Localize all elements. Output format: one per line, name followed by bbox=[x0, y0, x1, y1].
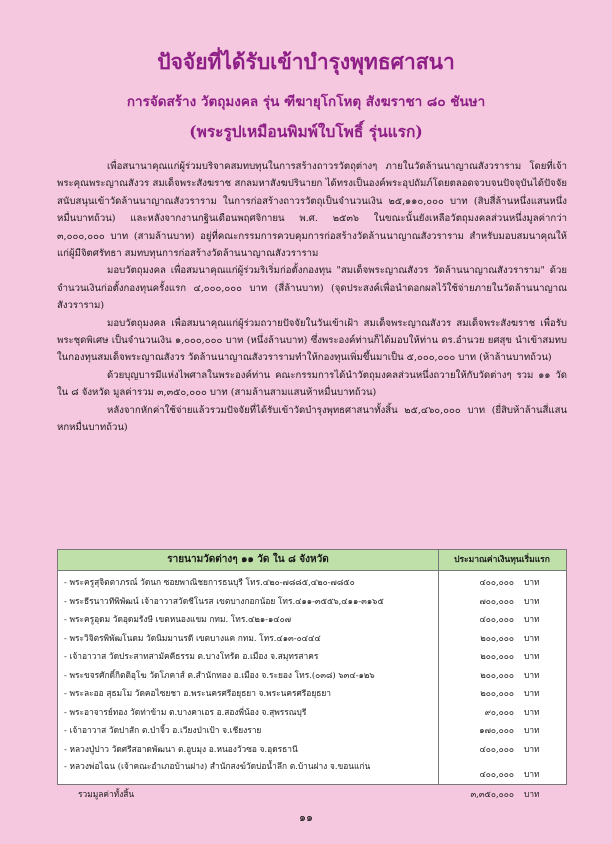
temples-table bbox=[57, 549, 567, 799]
temple-name: - พระครูอุดม วัดอุดมรังษี เขตหนองแขม กทม. โทร.๔๒๑-๑๔๐๗ bbox=[64, 614, 292, 624]
amount: ๒๐๐,๐๐๐ bbox=[480, 651, 514, 661]
paragraph-5: หลังจากหักค่าใช้จ่ายแล้วรวมปัจจัยที่ได้รับเข้าวัดบำรุงพุทธศาสนาทั้งสิ้น ๒๕,๔๖๐,๐๐๐ บาท (ยี่สิบห้าล้านสี่แสนหกหมื่นบาทถ้วน) bbox=[57, 404, 567, 434]
page-title: ปัจจัยที่ได้รับเข้าบำรุงพุทธศาสนา bbox=[157, 49, 455, 74]
paragraph-3: มอบวัตถุมงคล เพื่อสมนาคุณแก่ผู้ร่วมถวายปัจจัยในวันเข้าเฝ้า สมเด็จพระญาณสังวร สมเด็จพระสังฆราช เพื่อรับพระชุดพิเศษ เป็นจำนวนเงิน ๑,๐๐๐,๐๐๐ บาท (หนึ่งล้านบาท) ซึ่งพระองค์ท่านก็ได้มอบให้ท่าน ดร.อำนวย ยศสุข นำเข้าสมทบในกองทุนสมเด็จพระญาณสังวร วัดล้านนาญาณสังวรารามทำให้กองทุนเพิ่มขึ้นมาเป็น ๕,๐๐๐,๐๐๐ บาท (ห้าล้านบาทถ้วน) bbox=[57, 317, 567, 364]
table-row bbox=[58, 684, 566, 703]
unit: บาท bbox=[524, 632, 540, 643]
page-subtitle-2: (พระรูปเหมือนพิมพ์ใบโพธิ์ รุ่นแรก) bbox=[189, 122, 423, 141]
table-row bbox=[58, 647, 566, 666]
temple-name: - พระธีรนาวทีพิพัฒน์ เจ้าอาวาสวัดชีโนรส เขตบางกอกน้อย โทร.๔๑๑-๓๕๕๖,๔๑๑-๓๑๖๕ bbox=[64, 595, 384, 606]
unit: บาท bbox=[524, 651, 540, 661]
table-row bbox=[58, 592, 566, 611]
amount: ๙๐,๐๐๐ bbox=[484, 706, 514, 717]
header-temple-list: รายนามวัดต่างๆ ๑๑ วัด ใน ๘ จังหวัด bbox=[58, 550, 439, 570]
total-label: รวมมูลค่าทั้งสิ้น bbox=[78, 789, 135, 799]
table-total-row bbox=[58, 785, 566, 804]
unit: บาท bbox=[524, 669, 540, 680]
unit: บาท bbox=[524, 688, 540, 698]
unit: บาท bbox=[524, 706, 540, 717]
temple-name: - พระละออ สุธมโม วัดคอไซยชา อ.พระนครศรีอยุธยา จ.พระนครศรีอยุธยา bbox=[64, 688, 331, 698]
total-amount: ๓,๓๕๐,๐๐๐ bbox=[470, 789, 514, 799]
temple-name: - พระครูสุจิตตาภรณ์ วัดนก ซอยพาณิชยการธนบุรี โทร.๔๒๐-๗๘๘๕,๔๒๐-๗๘๕๐ bbox=[64, 577, 355, 587]
body-text bbox=[57, 158, 567, 437]
unit: บาท bbox=[524, 769, 540, 779]
table-row bbox=[58, 610, 566, 629]
table-row bbox=[58, 721, 566, 740]
temple-name: - พระอาจารย์ทอง วัดท่าข้าม ต.บางคาเอร อ.สองพี่น้อง จ.สุพรรณบุรี bbox=[64, 706, 307, 717]
header-amount: ประมาณค่าเงินทุนเริ่มแรก bbox=[454, 555, 550, 565]
amount: ๑๗๐,๐๐๐ bbox=[479, 725, 514, 735]
temple-name: - เจ้าอาวาส วัดปาสัก ต.ป่าจิ้ว อ.เวียงป่าเป้า จ.เชียงราย bbox=[64, 725, 262, 735]
paragraph-1: เพื่อสนานาคุณแก่ผู้ร่วมบริจาคสมทบทุนในการสร้างถาวรวัตถุต่างๆ ภายในวัดล้านนาญาณสังวราราม โดยที่เจ้าพระคุณพระญาณสังวร สมเด็จพระสังฆราช สกลมหาสังฆปรินายก ได้ทรงเป็นองค์พระอุปถัมภ์โดยตลอดจวบจนปัจจุบันได้ปัจจัยสนับสนุนเข้าวัดล้านนาญาณสังวราราม ในการก่อสร้างถาวรวัตถุเป็นจำนวนเงิน ๒๕,๑๑๐,๐๐๐ บาท (สิบสี่ล้านหนึ่งแสนหนึ่งหมื่นบาทถ้วน) และหลังจากงานกฐินเดือนพฤศจิกายน พ.ศ. ๒๕๓๖ ในขณะนั้นยังเหลือวัตถุมงคลส่วนหนึ่งมูลค่ากว่า ๓,๐๐๐,๐๐๐ บาท (สามล้านบาท) อยู่ที่คณะกรรมการควบคุมการก่อสร้างวัดล้านนาญาณสังวราราม สำหรับมอบสมนาคุณให้แก่ผู้มีจิตศรัทธา สมทบทุนการก่อสร้างวัดล้านนาญาณสังวราราม bbox=[57, 161, 567, 260]
amount: ๒๐๐,๐๐๐ bbox=[480, 632, 514, 643]
unit: บาท bbox=[524, 789, 540, 799]
unit: บาท bbox=[524, 725, 540, 735]
table-row bbox=[58, 573, 566, 592]
table-row bbox=[58, 758, 566, 785]
amount: ๔๐๐,๐๐๐ bbox=[479, 743, 514, 754]
temple-name: - พระวิจิตรพิพัฒโนดม วัดนิมมานรดี เขตบางแค กทม. โทร.๔๑๓-๐๔๔๔ bbox=[64, 632, 321, 643]
amount: ๔๐๐,๐๐๐ bbox=[479, 614, 514, 624]
paragraph-4: ด้วยบุญบารมีแห่งไพศาลในพระองค์ท่าน คณะกรรมการได้นำวัตถุมงคลส่วนหนึ่งถวายให้กับวัดต่างๆ รวม ๑๑ วัด ใน ๘ จังหวัด มูลค่ารวม ๓,๓๕๐,๐๐๐ บาท (สามล้านสามแสนห้าหมื่นบาทถ้วน) bbox=[57, 369, 567, 399]
temple-name: - พระขจรศักดิ์กิตติอุโฆ วัดโภคาส์ ต.สำนักทอง อ.เมือง จ.ระยอง โทร.(๐๓๘) ๖๓๔-๑๒๖ bbox=[64, 669, 375, 680]
temple-name: - หลวงปู่ปาว วัดศรีสอาดพัฒนา ต.อูบมุง อ.หนองวัวซอ จ.อุดรธานี bbox=[64, 743, 298, 754]
page-number: ๑๑ bbox=[299, 811, 313, 824]
amount: ๒๐๐,๐๐๐ bbox=[480, 669, 514, 680]
table-row bbox=[58, 703, 566, 722]
unit: บาท bbox=[524, 577, 540, 587]
page-subtitle-1: การจัดสร้าง วัตถุมงคล รุ่น ฑีฆายุโกโหตุ สังฆราชา ๘๐ ชันษา bbox=[126, 94, 486, 110]
table-row bbox=[58, 666, 566, 685]
unit: บาท bbox=[524, 614, 540, 624]
table-row bbox=[58, 629, 566, 648]
table-body bbox=[58, 573, 566, 804]
table-header bbox=[58, 550, 566, 571]
unit: บาท bbox=[524, 743, 540, 754]
unit: บาท bbox=[524, 595, 540, 606]
temple-name: - เจ้าอาวาส วัดประสาทสามัคคีธรรม ต.บางโทรัด อ.เมือง จ.สมุทรสาคร bbox=[64, 651, 319, 661]
amount: ๔๐๐,๐๐๐ bbox=[479, 577, 514, 587]
amount: ๒๐๐,๐๐๐ bbox=[480, 688, 514, 698]
amount: ๔๐๐,๐๐๐ bbox=[479, 769, 514, 779]
amount: ๗๐๐,๐๐๐ bbox=[479, 595, 514, 606]
temple-name: - หลวงพ่อไฉน (เจ้าคณะอำเภอบ้านฝาง) สำนักสงฆ์วัดบ่อน้ำลึก ต.บ้านฝาง จ.ขอนแก่น bbox=[64, 761, 371, 771]
paragraph-2: มอบวัตถุมงคล เพื่อสมนาคุณแก่ผู้ร่วมริเริ่มก่อตั้งกองทุน "สมเด็จพระญาณสังวร วัดล้านนาญาณสังวราราม" ด้วยจำนวนเงินก่อตั้งกองทุนครั้งแรก ๔,๐๐๐,๐๐๐ บาท (สี่ล้านบาท) (จุดประสงค์เพื่อนำดอกผลไว้ใช้จ่ายภายในวัดล้านนาญาณสังวราราม) bbox=[57, 265, 567, 312]
table-row bbox=[58, 740, 566, 759]
